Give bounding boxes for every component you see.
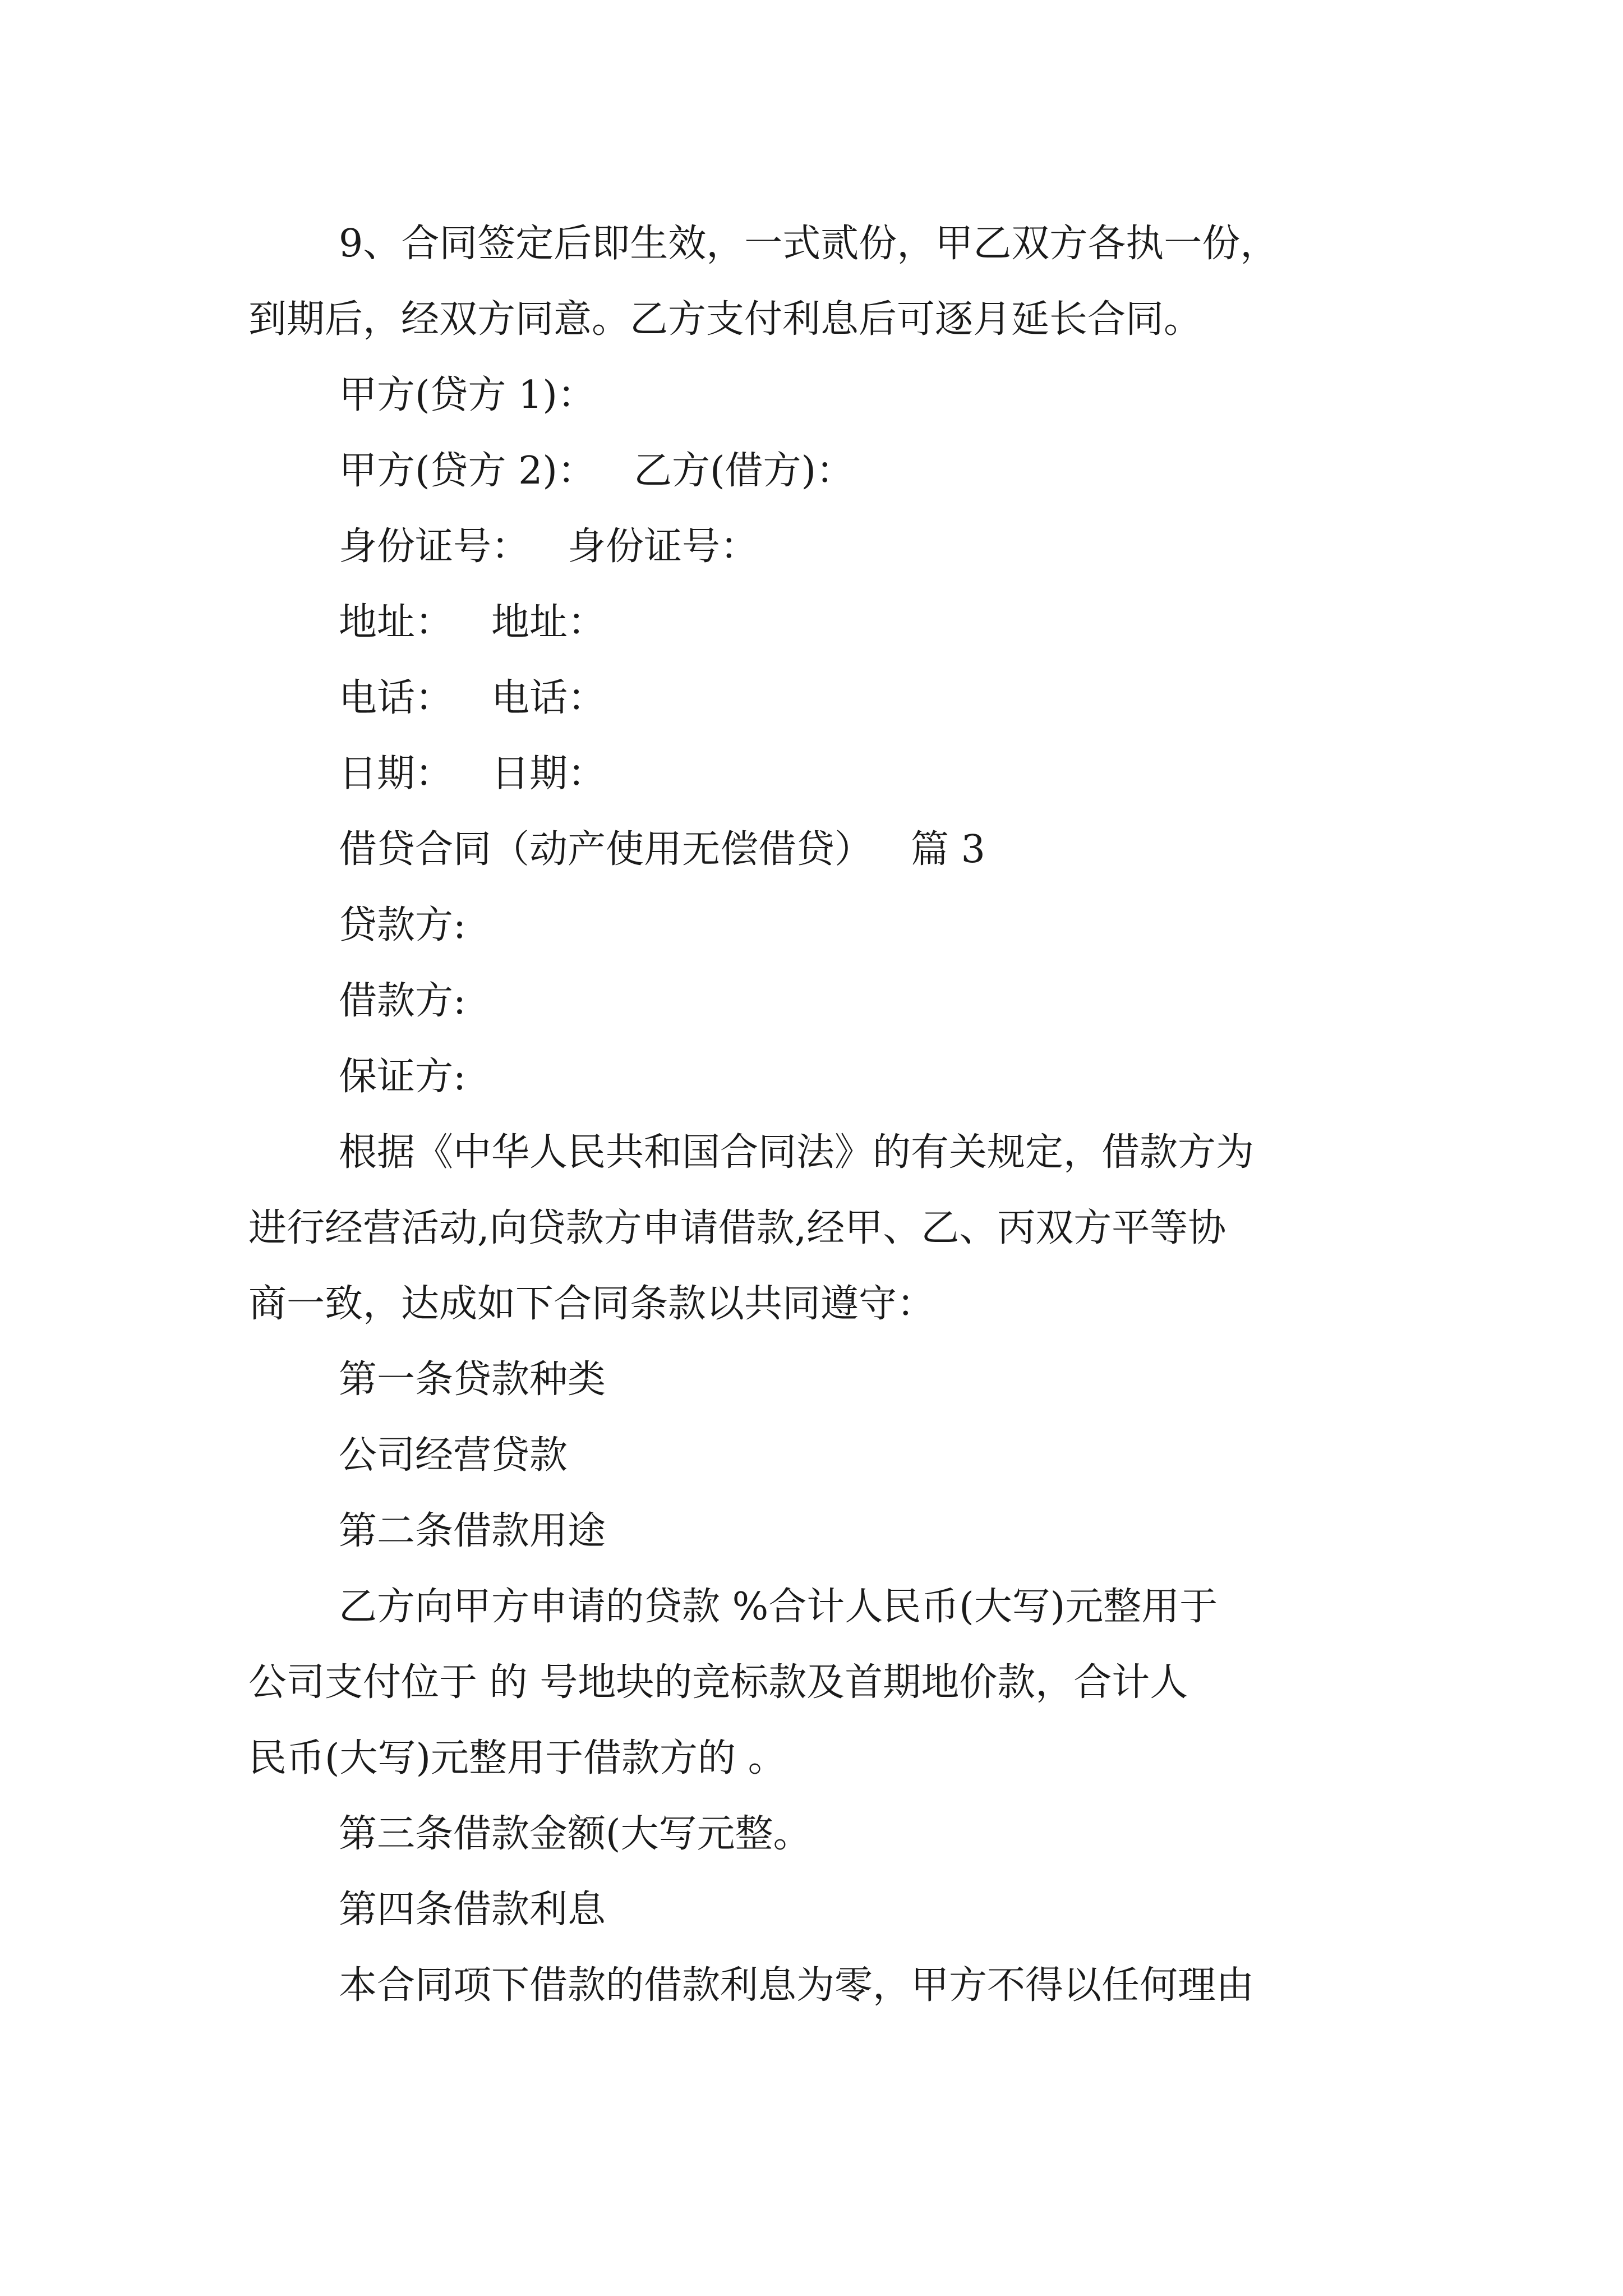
contract-title: 借贷合同（动产使用无偿借贷）: [339, 827, 873, 872]
id-number-label-b: 身份证号：: [568, 524, 759, 569]
article-2-body-line-1: 乙方向甲方申请的贷款 %合计人民币(大写)元整用于: [339, 1585, 1218, 1629]
signature-row-phone: [339, 670, 606, 726]
article-4-heading: 第四条借款利息: [339, 1888, 606, 1932]
signature-row-date: [339, 746, 606, 802]
article-2-body-line-2: 公司支付位于 的 号地块的竞标款及首期地价款，合计人: [248, 1660, 1188, 1705]
phone-label-b: 电话：: [491, 676, 606, 720]
section-number: 篇 3: [911, 827, 985, 872]
id-number-label-a: 身份证号：: [339, 524, 530, 569]
clause-9-line-1: 9、合同签定后即生效，一式贰份，甲乙双方各执一份，: [339, 222, 1279, 266]
preamble-line-1: 根据《中华人民共和国合同法》的有关规定，借款方为: [339, 1130, 1255, 1175]
party-a-lender-2: 甲方(贷方 2)：: [339, 449, 596, 493]
article-4-body-line-1: 本合同项下借款的借款利息为零，甲方不得以任何理由: [339, 1963, 1255, 2008]
address-label-a: 地址：: [339, 600, 454, 645]
article-2-heading: 第二条借款用途: [339, 1509, 606, 1553]
section-heading: [339, 822, 985, 878]
article-1-heading: 第一条贷款种类: [339, 1358, 606, 1402]
signature-row-address: [339, 595, 606, 651]
party-b-borrower: 乙方(借方)：: [633, 449, 855, 493]
signature-row-id: [339, 519, 758, 575]
party-a-lender-1: 甲方(贷方 1)：: [339, 373, 596, 417]
signature-row-parties: [339, 443, 854, 499]
preamble-line-2: 进行经营活动,向贷款方申请借款,经甲、乙、丙双方平等协: [248, 1206, 1227, 1250]
preamble-line-3: 商一致，达成如下合同条款以共同遵守：: [248, 1282, 935, 1326]
guarantor-label: 保证方:: [339, 1055, 466, 1099]
borrower-label: 借款方:: [339, 979, 466, 1023]
phone-label-a: 电话：: [339, 676, 454, 720]
article-1-body: 公司经营贷款: [339, 1433, 568, 1478]
date-label-b: 日期：: [491, 752, 606, 796]
lender-label: 贷款方:: [339, 903, 466, 947]
article-2-body-line-3: 民币(大写)元整用于借款方的 。: [248, 1736, 786, 1780]
clause-9-line-2: 到期后，经双方同意。乙方支付利息后可逐月延长合同。: [248, 297, 1202, 342]
date-label-a: 日期：: [339, 752, 454, 796]
article-3-heading: 第三条借款金额(大写元整。: [339, 1812, 811, 1856]
address-label-b: 地址：: [491, 600, 606, 645]
